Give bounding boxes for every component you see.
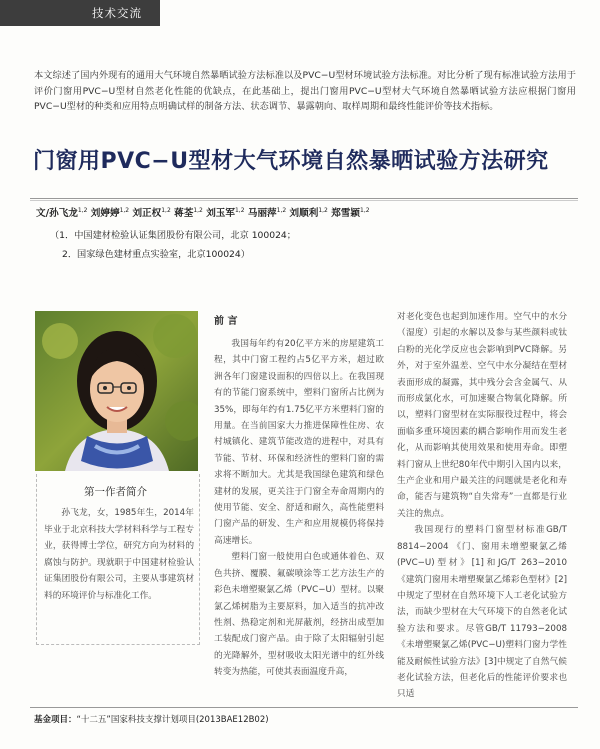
section-tag — [0, 0, 160, 26]
author-name: 刘玉军 — [206, 208, 235, 219]
author-affiliation-mark: 1,2 — [193, 206, 203, 214]
body-column-1 — [214, 336, 384, 681]
paragraph: 对老化变色也起到加速作用。空气中的水分（湿度）引起的水解以及参与某些颜料或钛白粉的光化学反应也会影响到PVC降解。另外，对于室外温差、空气中水分凝结在型材表面形成的凝露，其中残分会含金属气、从而形成氯化水，可加速聚合物氧化降解。所以，塑料门窗型材在实际服役过程中，将会面临多重环境因素的耦合影响作用而发生老化，从而影响其使用效果和使用寿命。即塑料门窗从上世纪80年代中期引入国内以来，生产企业和用户最关注的问题就是老化和寿命，能否与建筑物“自失常寿”一直都是行业关注的焦点。 — [397, 312, 567, 519]
affiliation-1: （1．中国建材检验认证集团股份有限公司，北京 100024； — [50, 230, 296, 241]
paragraph: 我国现行的塑料门窗型材标准GB/T 8814−2004 《门、窗用未增塑聚氯乙烯(PVC−U)型材》[1]和JG/T 263−2010 《建筑门窗用未增塑聚氯乙烯彩色型材》[2]中规定了型材在自然环境下人工老化试验方法，而缺少型材在大气环境下的自然老化试验方法和要求。尽管GB/T 11793−2008 《未增塑聚氯乙烯(PVC−U)塑料门窗力学性能及耐候性试验方法》[3]中规定了自然气候老化试验方法，但老化后的性能评价要求也只适 — [397, 525, 567, 700]
author-name: 刘顺利 — [289, 208, 319, 219]
author-prefix: 文/ — [36, 208, 50, 219]
paragraph: 我国每年约有20亿平方米的房屋建筑工程，其中门窗工程约占5亿平方米，超过欧洲各年门窗建设面积的四倍以上。在我国现有的节能门窗系统中，塑料门窗所占比例为35%，即每年约有1.75亿平方米塑料门窗的用量。在当前国家大力推进保障性住房、农村城镇化、建筑节能改造的进程中，对具有节能、节材、环保和经济性的塑料门窗的需求将不断加大。尤其是我国绿色建筑和绿色建材的发展，更关注于门窗全寿命周期内的使用节能、安全、舒适和耐久，高性能塑料门窗产品的研发、生产和应用规模仍将保持高速增长。 — [214, 339, 384, 546]
author-name: 刘婷婷 — [90, 208, 120, 219]
author-box-title: 第一作者简介 — [84, 486, 147, 498]
author-affiliation-mark: 1,2 — [360, 206, 370, 214]
funding-label: 基金项目： — [34, 715, 77, 725]
author-line — [36, 205, 370, 219]
body-column-2 — [397, 309, 567, 703]
section-heading: 前 言 — [214, 316, 238, 327]
author-affiliation-mark: 1,2 — [77, 206, 88, 214]
author-name: 蒋荃 — [174, 208, 194, 219]
funding-text: “十二五”国家科技支撑计划项目(2013BAE12B02) — [76, 715, 269, 725]
author-name: 孙飞龙 — [49, 208, 78, 219]
funding-note — [34, 713, 269, 725]
author-affiliation-mark: 1,2 — [119, 206, 130, 214]
footer-divider — [30, 707, 578, 708]
author-name: 马丽萍 — [247, 208, 277, 219]
paragraph: 塑料门窗一般使用白色或通体着色、双色共挤、覆膜、氟碳喷涂等工艺方法生产的彩色未增塑聚氯乙烯（PVC−U）型材。以聚氯乙烯树脂为主要原料，加入适当的抗冲改性剂、热稳定剂和光屏蔽剂，经挤出成型加工装配成门窗产品。由于除了太阳辐射引起的光降解外，型材吸收太阳光谱中的红外线转变为热能，可使其表面温度升高， — [214, 552, 384, 678]
author-photo-drawing — [35, 311, 198, 471]
abstract: 本文综述了国内外现有的通用大气环境自然暴晒试验方法标准以及PVC−U型材环境试验方法标准。对比分析了现有标准试验方法用于评价门窗用PVC−U型材自然老化性能的优缺点，在此基础上，提出门窗用PVC−U型材大气环境自然暴晒试验方法应根据门窗用PVC−U型材的种类和应用特点明确试样的制备方法、状态调节、暴露朝向、取样周期和最终性能评价等技术指标。 — [34, 70, 576, 112]
author-affiliation-mark: 1,2 — [276, 206, 287, 214]
author-affiliation-mark: 1,2 — [161, 206, 171, 214]
page-title: 门窗用PVC−U型材大气环境自然暴晒试验方法研究 — [33, 149, 549, 174]
title-divider — [30, 198, 578, 199]
affiliation-2: 2．国家绿色建材重点实验室，北京100024） — [62, 249, 250, 260]
author-photo — [35, 311, 198, 471]
author-affiliation-mark: 1,2 — [318, 206, 328, 214]
author-name: 刘正权 — [132, 208, 162, 219]
author-bio-text: 孙飞龙，女，1985年生，2014年毕业于北京科技大学材料科学与工程专业，获得博士学位，研究方向为材料的腐蚀与防护。现就职于中国建材检验认证集团股份有限公司，主要从事建筑材料的环境评价与标准化工作。 — [44, 508, 194, 601]
section-tag-label: 技术交流 — [92, 6, 142, 20]
author-affiliation-mark: 1,2 — [234, 206, 245, 214]
title-divider-secondary — [30, 200, 578, 201]
author-bio — [44, 505, 194, 604]
author-name: 郑雪颖 — [331, 208, 360, 219]
